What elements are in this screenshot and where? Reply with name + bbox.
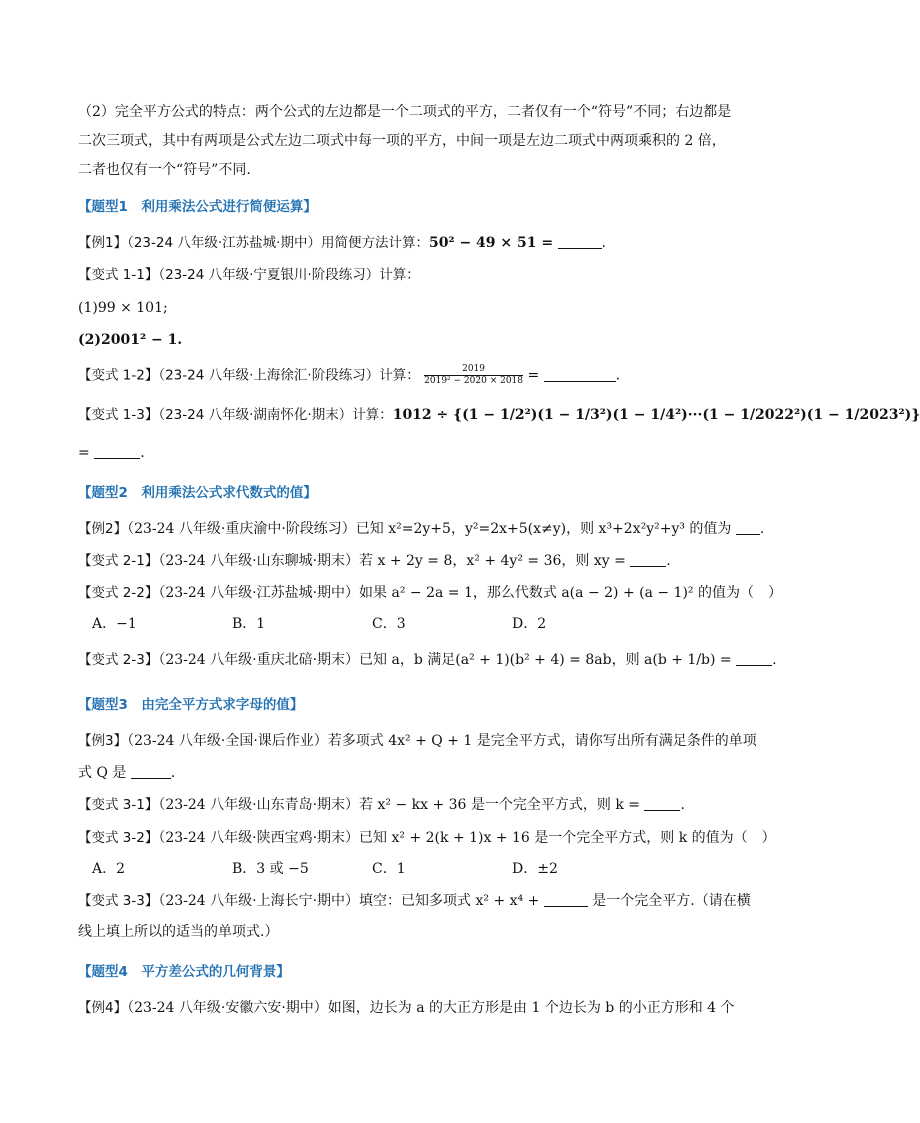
variant-label: 【变式 3-1】 <box>78 797 159 813</box>
example-label: 【例3】 <box>78 733 128 749</box>
equals-sign: = <box>78 445 90 461</box>
variant-1-1-part-1: (1)99 × 101; <box>78 300 168 316</box>
variant-label: 【变式 2-2】 <box>78 585 159 601</box>
answer-blank[interactable] <box>94 444 140 459</box>
example-text: （23-24 八年级·重庆渝中·阶段练习）已知 x²=2y+5，y²=2x+5(x≠y)，则 x³+2x²y²+y³ 的值为 <box>127 521 732 537</box>
answer-blank[interactable] <box>558 234 602 249</box>
variant-2-2 <box>78 583 782 603</box>
example-label: 【例1】 <box>78 235 128 251</box>
option-d[interactable]: D．±2 <box>512 861 558 877</box>
variant-label: 【变式 3-3】 <box>78 893 159 909</box>
answer-blank[interactable] <box>644 796 680 811</box>
intro-line-3: 二者也仅有一个“符号”不同. <box>78 162 251 178</box>
variant-label: 【变式 2-1】 <box>78 553 159 569</box>
variant-text: （23-24 八年级·重庆北碚·期末）已知 a，b 满足(a² + 1)(b² + 4) = 8ab，则 a(b + 1/b) = <box>158 652 732 668</box>
example-1: 【例1】（23-24 八年级·江苏盐城·期中）用简便方法计算：50² − 49 × 51 = . <box>78 235 606 251</box>
fraction-denominator: 2019² − 2020 × 2018 <box>424 376 524 386</box>
example-4 <box>78 998 735 1018</box>
example-expression: 50² − 49 × 51 = <box>428 235 554 251</box>
option-d[interactable]: D．2 <box>512 616 547 632</box>
variant-2-1: 【变式 2-1】（23-24 八年级·山东聊城·期末）若 x + 2y = 8，x² + 4y² = 36，则 xy = . <box>78 553 671 569</box>
variant-label: 【变式 1-3】 <box>78 407 159 423</box>
variant-label: 【变式 1-1】 <box>78 267 159 283</box>
variant-text: （23-24 八年级·山东聊城·期末）若 x + 2y = 8，x² + 4y² = 36，则 xy = <box>158 553 626 569</box>
example-source: （23-24 八年级·江苏盐城·期中）用简便方法计算： <box>127 235 429 251</box>
section-header-type1: 【题型1 利用乘法公式进行简便运算】 <box>78 199 317 215</box>
example-label: 【例4】 <box>78 1000 128 1016</box>
option-b[interactable]: B．1 <box>232 616 266 632</box>
fraction-numerator: 2019 <box>424 364 523 376</box>
variant-label: 【变式 3-2】 <box>78 830 159 846</box>
variant-expression: 1012 ÷ {(1 − 1/2²)(1 − 1/3²)(1 − 1/4²)···(1 − 1/2022²)(1 − 1/2023²)} <box>392 407 920 423</box>
variant-source: （23-24 八年级·宁夏银川·阶段练习）计算： <box>158 267 420 283</box>
section-header-type4: 【题型4 平方差公式的几何背景】 <box>78 964 290 980</box>
option-a[interactable]: A．−1 <box>92 616 137 632</box>
answer-blank[interactable] <box>131 764 171 779</box>
variant-3-2-options <box>92 859 652 879</box>
example-3 <box>78 731 757 751</box>
variant-label: 【变式 1-2】 <box>78 367 159 384</box>
option-b[interactable]: B．3 或 −5 <box>232 861 309 877</box>
variant-source: （23-24 八年级·上海徐汇·阶段练习）计算： <box>158 367 420 384</box>
answer-blank[interactable] <box>544 892 588 907</box>
variant-text: （23-24 八年级·上海长宁·期中）填空：已知多项式 x² + x⁴ + <box>158 893 540 909</box>
example-3-line-2: 式 Q 是 . <box>78 765 176 781</box>
variant-text: （23-24 八年级·江苏盐城·期中）如果 a² − 2a = 1，那么代数式 a(a − 2) + (a − 1)² 的值为（ ） <box>158 585 782 601</box>
answer-blank[interactable] <box>736 651 772 666</box>
variant-2-3: 【变式 2-3】（23-24 八年级·重庆北碚·期末）已知 a，b 满足(a² + 1)(b² + 4) = 8ab，则 a(b + 1/b) = . <box>78 652 777 668</box>
variant-label: 【变式 2-3】 <box>78 652 159 668</box>
variant-text: （23-24 八年级·陕西宝鸡·期末）已知 x² + 2(k + 1)x + 16 是一个完全平方式，则 k 的值为（ ） <box>158 830 776 846</box>
variant-2-2-options <box>92 614 652 634</box>
example-text: （23-24 八年级·全国·课后作业）若多项式 4x² + Q + 1 是完全平方式，请你写出所有满足条件的单项 <box>127 733 757 749</box>
variant-text: （23-24 八年级·山东青岛·期末）若 x² − kx + 36 是一个完全平方式，则 k = <box>158 797 641 813</box>
variant-1-3 <box>78 405 920 425</box>
section-header-type2: 【题型2 利用乘法公式求代数式的值】 <box>78 485 317 501</box>
variant-3-2 <box>78 828 776 848</box>
answer-blank[interactable] <box>630 552 666 567</box>
variant-1-2: 【变式 1-2】（23-24 八年级·上海徐汇·阶段练习）计算： $\frac{2019}{\text{2019² − 2020 × 2018}}$ = . <box>78 364 621 386</box>
variant-1-1-part-2: (2)2001² − 1. <box>78 332 183 348</box>
variant-3-3-line-2: 线上填上所以的适当的单项式.） <box>78 924 279 940</box>
option-c[interactable]: C．1 <box>372 861 406 877</box>
option-a[interactable]: A．2 <box>92 861 126 877</box>
variant-text-tail: 是一个完全平方.（请在横 <box>592 893 751 909</box>
variant-1-3-answer: = . <box>78 445 145 461</box>
example-text: 式 Q 是 <box>78 765 127 781</box>
example-label: 【例2】 <box>78 521 128 537</box>
variant-1-1 <box>78 265 420 285</box>
answer-blank[interactable] <box>544 367 616 382</box>
variant-3-3 <box>78 891 751 911</box>
variant-3-1: 【变式 3-1】（23-24 八年级·山东青岛·期末）若 x² − kx + 36 是一个完全平方式，则 k = . <box>78 797 685 813</box>
answer-blank[interactable] <box>736 520 760 535</box>
intro-line-2: 二次三项式，其中有两项是公式左边二项式中每一项的平方，中间一项是左边二项式中两项乘积的 2 倍， <box>78 133 726 149</box>
variant-source: （23-24 八年级·湖南怀化·期末）计算： <box>158 407 393 423</box>
section-header-type3: 【题型3 由完全平方式求字母的值】 <box>78 697 304 713</box>
fraction <box>424 364 523 387</box>
intro-line-1: （2）完全平方公式的特点：两个公式的左边都是一个二项式的平方，二者仅有一个“符号”不同；右边都是 <box>78 104 732 120</box>
example-2: 【例2】（23-24 八年级·重庆渝中·阶段练习）已知 x²=2y+5，y²=2x+5(x≠y)，则 x³+2x²y²+y³ 的值为 . <box>78 521 765 537</box>
example-text: （23-24 八年级·安徽六安·期中）如图，边长为 a 的大正方形是由 1 个边长为 b 的小正方形和 4 个 <box>127 1000 735 1016</box>
option-c[interactable]: C．3 <box>372 616 406 632</box>
